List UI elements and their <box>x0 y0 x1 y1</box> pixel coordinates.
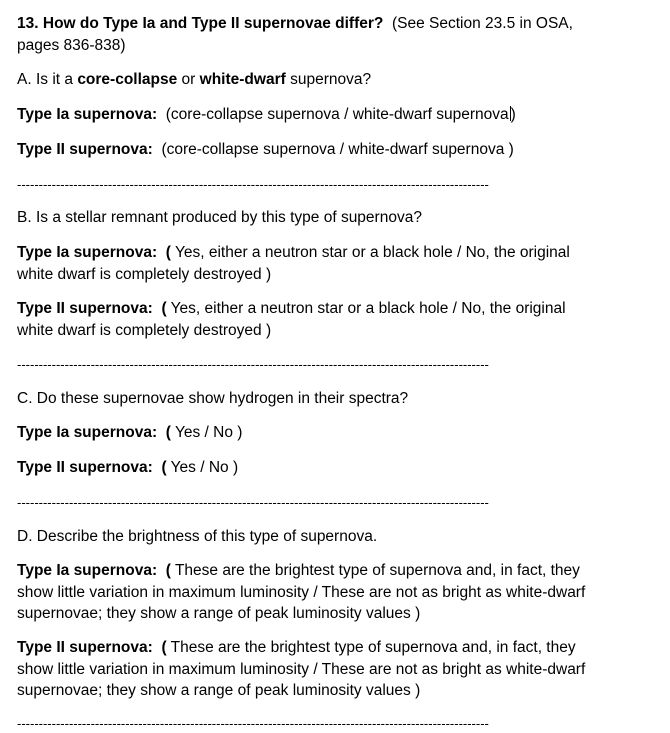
part-d-prompt: D. Describe the brightness of this type of supernova. <box>17 528 378 545</box>
question-reference-pages: pages 836-838) <box>17 36 126 54</box>
part-b-prompt: B. Is a stellar remnant produced by this type of supernova? <box>17 209 422 226</box>
part-b-type-ii-answer[interactable]: Type II supernova: ( Yes, either a neutron star or a black hole / No, the original white dwarf is completely destroyed ) <box>17 300 566 339</box>
part-a-prompt: A. Is it a core-collapse or white-dwarf supernova? <box>17 71 372 88</box>
type-ia-label: Type Ia supernova: <box>17 106 158 123</box>
separator-line: ------------------------------------------------------------------------------------------------------------- <box>17 716 489 731</box>
type-ii-label: Type II supernova: <box>17 141 153 158</box>
type-ii-label: Type II supernova: <box>17 300 153 317</box>
type-ii-options: (core-collapse supernova / white-dwarf supernova ) <box>161 141 514 158</box>
part-d-type-ia-answer[interactable]: Type Ia supernova: ( These are the brightest type of supernova and, in fact, they show little variation in maximum luminosity / These are not as bright as white-dwarf supernovae; they show a range of peak luminosity values ) <box>17 562 586 622</box>
type-ia-label: Type Ia supernova: <box>17 244 158 261</box>
type-ia-label: Type Ia supernova: <box>17 424 158 441</box>
white-dwarf-term: white-dwarf <box>199 71 286 88</box>
separator-line: ------------------------------------------------------------------------------------------------------------- <box>17 177 489 192</box>
question-reference: (See Section 23.5 in OSA, <box>391 15 573 32</box>
question-title: How do Type Ia and Type II supernovae differ? <box>42 15 384 32</box>
part-c-prompt: C. Do these supernovae show hydrogen in their spectra? <box>17 390 409 407</box>
core-collapse-term: core-collapse <box>77 71 178 88</box>
question-heading <box>17 13 647 56</box>
part-a-type-ii-answer[interactable] <box>17 139 647 161</box>
type-ii-label: Type II supernova: <box>17 639 153 656</box>
part-c-type-ia-answer[interactable]: Type Ia supernova: ( Yes / No ) <box>17 424 243 441</box>
type-ia-options: (core-collapse supernova / white-dwarf supernova <box>165 106 509 123</box>
part-b-type-ia-answer[interactable]: Type Ia supernova: ( Yes, either a neutron star or a black hole / No, the original white dwarf is completely destroyed ) <box>17 244 570 283</box>
question-number: 13. <box>17 15 39 32</box>
separator-line: ------------------------------------------------------------------------------------------------------------- <box>17 495 489 510</box>
part-a-type-ia-answer[interactable]: Type Ia supernova: (core-collapse supernova / white-dwarf supernova ) <box>17 106 516 123</box>
type-ia-label: Type Ia supernova: <box>17 562 158 579</box>
separator-line: ------------------------------------------------------------------------------------------------------------- <box>17 357 489 372</box>
type-ii-label: Type II supernova: <box>17 459 153 476</box>
part-c-type-ii-answer[interactable]: Type II supernova: ( Yes / No ) <box>17 459 239 476</box>
part-d-type-ii-answer[interactable]: Type II supernova: ( These are the brightest type of supernova and, in fact, they show little variation in maximum luminosity / These are not as bright as white-dwarf supernovae; they show a range of peak luminosity values ) <box>17 639 586 699</box>
